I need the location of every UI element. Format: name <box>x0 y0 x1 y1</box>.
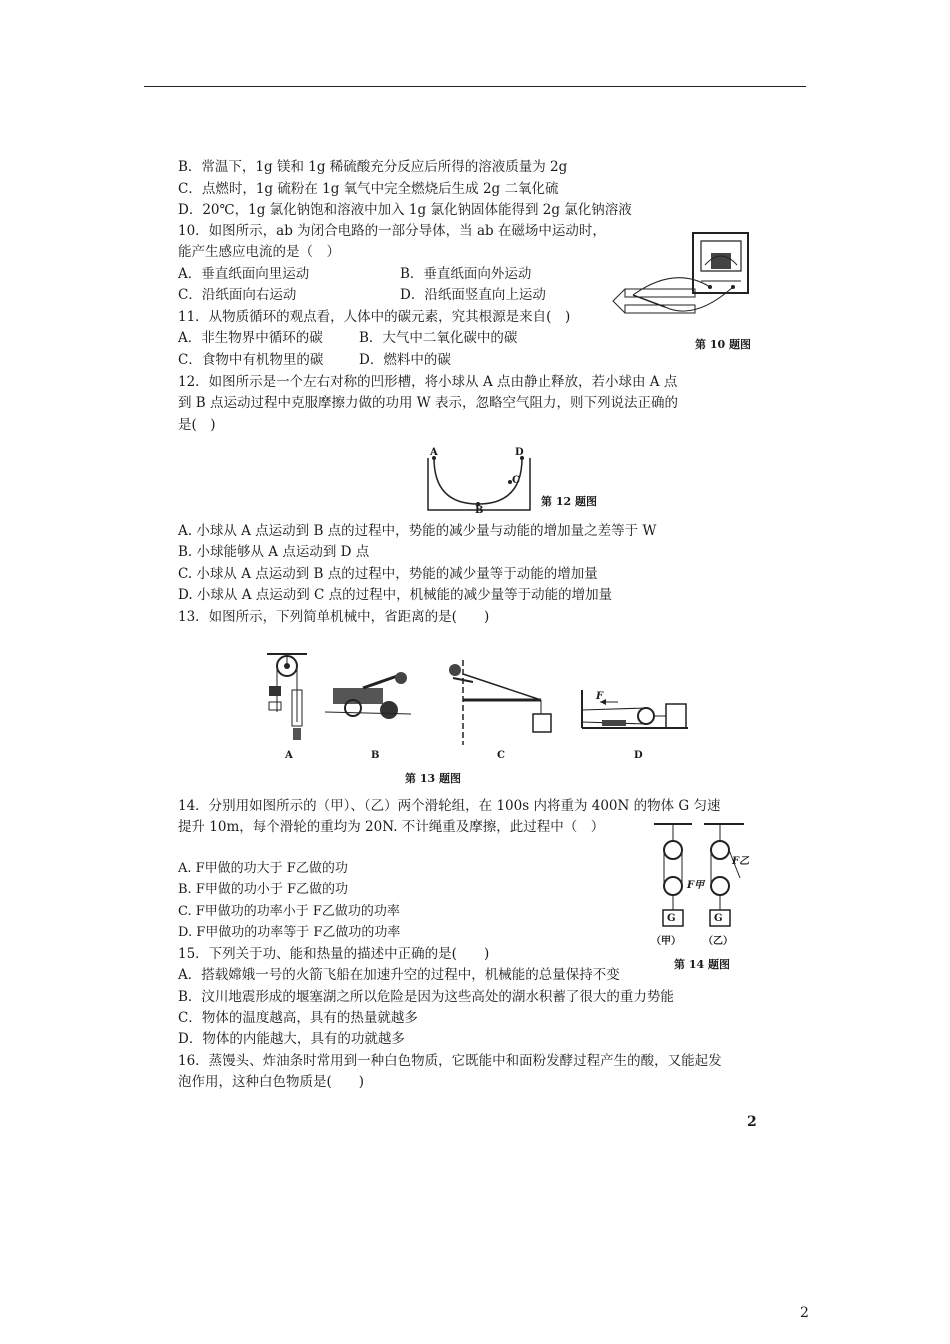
q10-figure-galvanometer <box>605 225 775 335</box>
q14-force-jia: F甲 <box>687 880 705 891</box>
q14-figure-caption: 第 14 题图 <box>674 958 730 971</box>
q11-stem: 11．从物质循环的观点看，人体中的碳元素，究其根源是来自( ) <box>178 309 571 325</box>
q15-stem: 15．下列关于功、能和热量的描述中正确的是( ) <box>178 946 490 962</box>
q10-stem-line2: 能产生感应电流的是（ ） <box>178 244 340 260</box>
q14-option-d: D. F甲做功的功率等于 F乙做功的功率 <box>178 925 401 940</box>
q14-force-yi: F乙 <box>732 856 750 867</box>
q13-label-b: B <box>371 750 380 761</box>
q11-option-b: B．大气中二氧化碳中的碳 <box>359 330 518 346</box>
q12-stem-line1: 12．如图所示是一个左右对称的凹形槽，将小球从 A 点由静止释放，若小球由 A 点 <box>178 374 678 390</box>
q16-stem-line1: 16．蒸馒头、炸油条时常用到一种白色物质，它既能中和面粉发酵过程产生的酸，又能起发 <box>178 1053 722 1069</box>
q10-option-c: C．沿纸面向右运动 <box>178 287 297 303</box>
q12-point-d: D <box>515 447 524 458</box>
q13-figure-a-pulley <box>262 650 312 745</box>
q15-option-b: B．汶川地震形成的堰塞湖之所以危险是因为这些高处的湖水积蓄了很大的重力势能 <box>178 989 674 1005</box>
q12-option-c: C. 小球从 A 点运动到 B 点的过程中，势能的减少量等于动能的增加量 <box>178 566 598 582</box>
q14-stem-line2: 提升 10m，每个滑轮的重均为 20N. 不计绳重及摩擦，此过程中（ ） <box>178 819 605 835</box>
q13-figure-b-machine <box>323 668 413 728</box>
q13-label-c: C <box>497 750 505 761</box>
q9-option-b: B．常温下，1g 镁和 1g 稀硫酸充分反应后所得的溶液质量为 2g <box>178 159 568 175</box>
q15-option-d: D．物体的内能越大，具有的功就越多 <box>178 1031 405 1047</box>
q12-option-a: A. 小球从 A 点运动到 B 点的过程中，势能的减少量与动能的增加量之差等于 W <box>178 523 657 539</box>
q13-figure-caption: 第 13 题图 <box>405 772 461 785</box>
q14-weight-jia: G <box>667 913 676 924</box>
q10-option-d: D．沿纸面竖直向上运动 <box>400 287 546 303</box>
q9-option-d: D．20℃，1g 氯化钠饱和溶液中加入 1g 氯化钠固体能得到 2g 氯化钠溶液 <box>178 202 632 218</box>
q11-option-d: D．燃料中的碳 <box>359 352 451 368</box>
outer-page-number: 2 <box>800 1305 809 1321</box>
q10-option-b: B．垂直纸面向外运动 <box>400 266 532 282</box>
q14-option-c: C. F甲做功的功率小于 F乙做功的功率 <box>178 904 400 919</box>
q12-stem-line3: 是( ) <box>178 417 216 433</box>
q9-option-c: C．点燃时，1g 硫粉在 1g 氧气中完全燃烧后生成 2g 二氧化硫 <box>178 181 559 197</box>
q10-option-a: A．垂直纸面向里运动 <box>178 266 310 282</box>
q14-option-b: B. F甲做的功小于 F乙做的功 <box>178 882 348 897</box>
q14-option-a: A. F甲做的功大于 F乙做的功 <box>178 861 348 876</box>
q10-stem-line1: 10．如图所示，ab 为闭合电路的一部分导体，当 ab 在磁场中运动时， <box>178 223 606 239</box>
q13-figure-d-horizontal-pulley <box>578 686 690 732</box>
inner-page-number: 2 <box>747 1114 757 1130</box>
q12-point-a: A <box>430 447 438 458</box>
q12-option-d: D. 小球从 A 点运动到 C 点的过程中，机械能的减少量等于动能的增加量 <box>178 587 613 603</box>
q12-point-c: C <box>512 475 520 486</box>
header-rule <box>144 86 806 87</box>
q12-option-b: B. 小球能够从 A 点运动到 D 点 <box>178 544 370 560</box>
q14-weight-yi: G <box>714 913 723 924</box>
q15-option-a: A．搭载嫦娥一号的火箭飞船在加速升空的过程中，机械能的总量保持不变 <box>178 967 620 983</box>
q11-option-c: C．食物中有机物里的碳 <box>178 352 324 368</box>
q12-stem-line2: 到 B 点运动过程中克服摩擦力做的功用 W 表示，忽略空气阻力，则下列说法正确的 <box>178 395 678 411</box>
q14-label-yi: （乙） <box>703 936 733 947</box>
q11-option-a: A．非生物界中循环的碳 <box>178 330 323 346</box>
q13-label-a: A <box>285 750 293 761</box>
q13-stem: 13．如图所示，下列简单机械中，省距离的是( ) <box>178 609 490 625</box>
q15-option-c: C．物体的温度越高，具有的热量就越多 <box>178 1010 418 1026</box>
q12-point-b: B <box>475 505 484 516</box>
q16-stem-line2: 泡作用，这种白色物质是( ) <box>178 1074 365 1090</box>
q12-figure-caption: 第 12 题图 <box>541 495 597 508</box>
q13-figure-c-lever <box>433 660 563 745</box>
q13-force-label: F <box>596 691 604 702</box>
q14-label-jia: （甲） <box>651 936 681 947</box>
q13-label-d: D <box>634 750 643 761</box>
q14-stem-line1: 14．分别用如图所示的（甲）、（乙）两个滑轮组，在 100s 内将重为 400N 的物体 G 匀速 <box>178 798 721 814</box>
q10-figure-caption: 第 10 题图 <box>695 338 751 351</box>
